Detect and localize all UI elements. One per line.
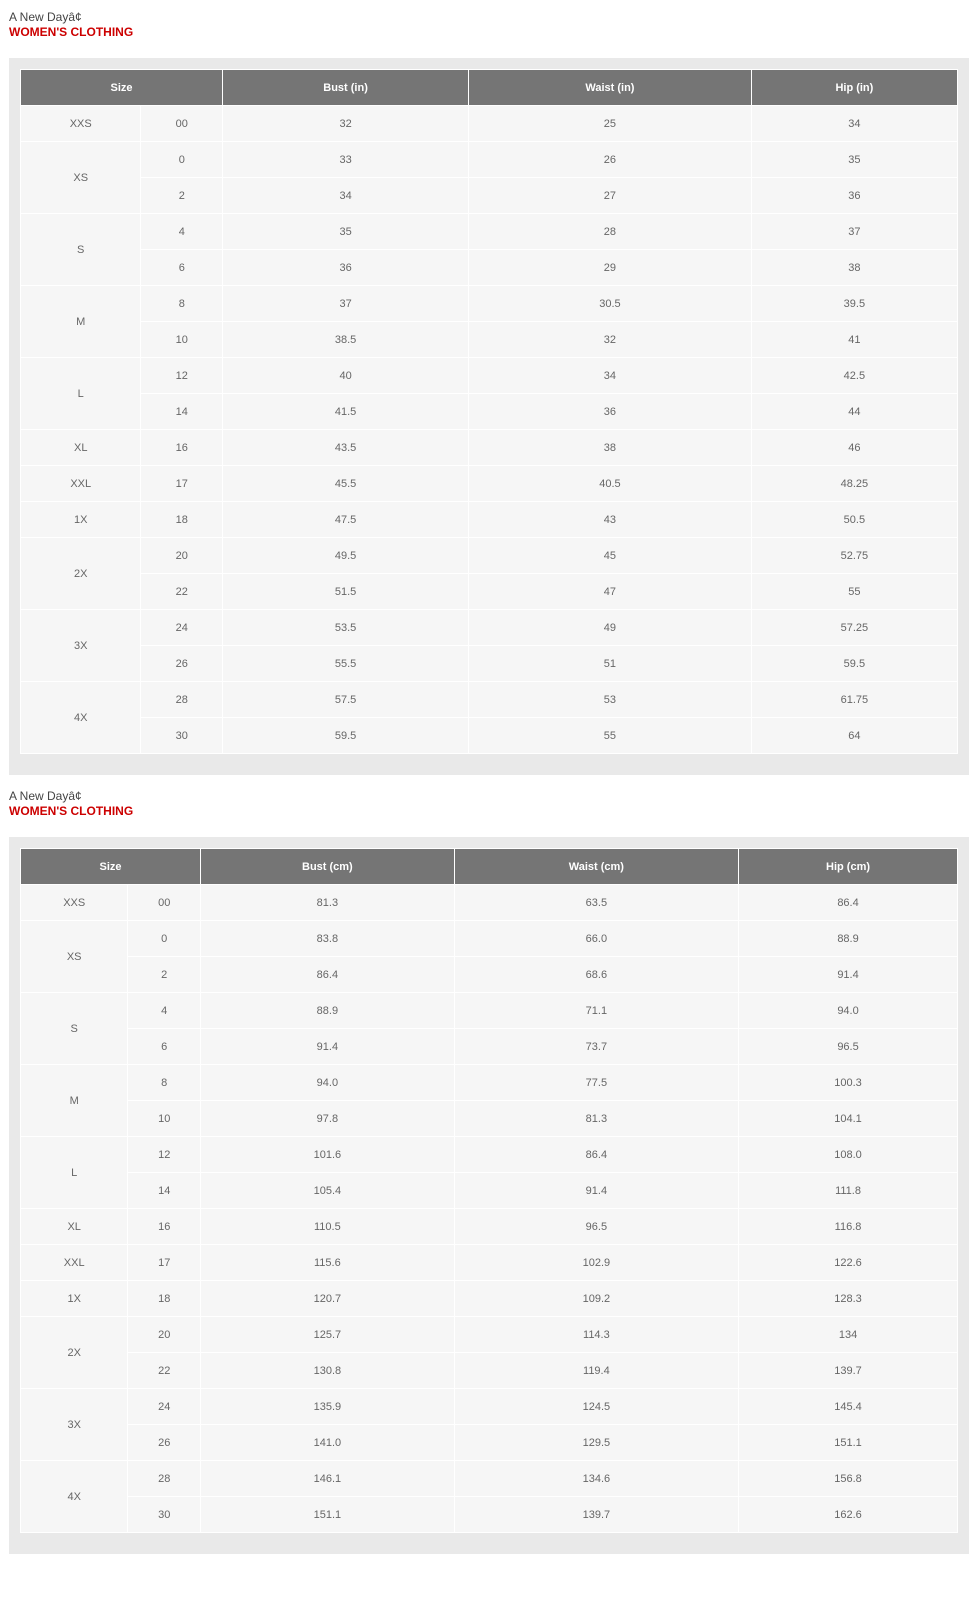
hip-cell: 116.8 — [739, 1209, 958, 1245]
header-hip: Hip (cm) — [739, 849, 958, 885]
waist-cell: 63.5 — [454, 885, 738, 921]
bust-cell: 97.8 — [201, 1101, 455, 1137]
waist-cell: 53 — [469, 682, 752, 718]
table-row — [21, 1029, 958, 1065]
size-number-cell: 0 — [128, 921, 201, 957]
hip-cell: 94.0 — [739, 993, 958, 1029]
bust-cell: 43.5 — [223, 430, 469, 466]
bust-cell: 59.5 — [223, 718, 469, 754]
bust-cell: 94.0 — [201, 1065, 455, 1101]
size-number-cell: 17 — [128, 1245, 201, 1281]
header-size: Size — [21, 849, 201, 885]
hip-cell: 108.0 — [739, 1137, 958, 1173]
size-chart-frame — [9, 837, 969, 1554]
table-row — [21, 646, 958, 682]
bust-cell: 33 — [223, 142, 469, 178]
hip-cell: 48.25 — [751, 466, 957, 502]
size-number-cell: 14 — [128, 1173, 201, 1209]
size-number-cell: 0 — [141, 142, 223, 178]
hip-cell: 55 — [751, 574, 957, 610]
hip-cell: 162.6 — [739, 1497, 958, 1533]
bust-cell: 53.5 — [223, 610, 469, 646]
table-row — [21, 957, 958, 993]
table-row — [21, 1389, 958, 1425]
hip-cell: 91.4 — [739, 957, 958, 993]
header-waist: Waist (in) — [469, 70, 752, 106]
table-row — [21, 1245, 958, 1281]
size-letter-cell: XL — [21, 1209, 128, 1245]
hip-cell: 44 — [751, 394, 957, 430]
hip-cell: 64 — [751, 718, 957, 754]
table-row — [21, 1353, 958, 1389]
brand-name: A New Dayâ¢ — [9, 10, 82, 24]
table-row — [21, 1281, 958, 1317]
hip-cell: 128.3 — [739, 1281, 958, 1317]
waist-cell: 32 — [469, 322, 752, 358]
table-row — [21, 1173, 958, 1209]
bust-cell: 47.5 — [223, 502, 469, 538]
size-letter-cell: M — [21, 1065, 128, 1137]
waist-cell: 119.4 — [454, 1353, 738, 1389]
hip-cell: 57.25 — [751, 610, 957, 646]
table-row — [21, 358, 958, 394]
hip-cell: 59.5 — [751, 646, 957, 682]
size-letter-cell: XXL — [21, 466, 141, 502]
size-letter-cell: S — [21, 993, 128, 1065]
size-letter-cell: 3X — [21, 610, 141, 682]
waist-cell: 30.5 — [469, 286, 752, 322]
hip-cell: 38 — [751, 250, 957, 286]
header-waist: Waist (cm) — [454, 849, 738, 885]
table-row — [21, 394, 958, 430]
table-row — [21, 430, 958, 466]
size-number-cell: 4 — [141, 214, 223, 250]
table-row — [21, 538, 958, 574]
waist-cell: 124.5 — [454, 1389, 738, 1425]
bust-cell: 51.5 — [223, 574, 469, 610]
size-number-cell: 16 — [141, 430, 223, 466]
size-chart-frame — [9, 58, 969, 775]
waist-cell: 25 — [469, 106, 752, 142]
size-number-cell: 6 — [141, 250, 223, 286]
size-number-cell: 2 — [141, 178, 223, 214]
size-number-cell: 18 — [128, 1281, 201, 1317]
hip-cell: 104.1 — [739, 1101, 958, 1137]
bust-cell: 101.6 — [201, 1137, 455, 1173]
size-number-cell: 24 — [128, 1389, 201, 1425]
bust-cell: 110.5 — [201, 1209, 455, 1245]
bust-cell: 45.5 — [223, 466, 469, 502]
table-row — [21, 993, 958, 1029]
size-number-cell: 2 — [128, 957, 201, 993]
size-number-cell: 22 — [141, 574, 223, 610]
size-number-cell: 30 — [128, 1497, 201, 1533]
bust-cell: 34 — [223, 178, 469, 214]
hip-cell: 156.8 — [739, 1461, 958, 1497]
header-size: Size — [21, 70, 223, 106]
size-number-cell: 00 — [141, 106, 223, 142]
waist-cell: 51 — [469, 646, 752, 682]
hip-cell: 86.4 — [739, 885, 958, 921]
waist-cell: 102.9 — [454, 1245, 738, 1281]
size-letter-cell: 2X — [21, 538, 141, 610]
table-row — [21, 1317, 958, 1353]
waist-cell: 81.3 — [454, 1101, 738, 1137]
size-number-cell: 24 — [141, 610, 223, 646]
size-chart-section-inches — [0, 0, 978, 780]
category-title: WOMEN'S CLOTHING — [9, 25, 134, 39]
waist-cell: 91.4 — [454, 1173, 738, 1209]
size-number-cell: 28 — [141, 682, 223, 718]
table-row — [21, 718, 958, 754]
table-row — [21, 1497, 958, 1533]
bust-cell: 86.4 — [201, 957, 455, 993]
size-chart-table — [20, 848, 958, 1533]
size-letter-cell: 1X — [21, 502, 141, 538]
table-row — [21, 885, 958, 921]
header-hip: Hip (in) — [751, 70, 957, 106]
header-bust: Bust (in) — [223, 70, 469, 106]
hip-cell: 36 — [751, 178, 957, 214]
waist-cell: 139.7 — [454, 1497, 738, 1533]
header-bust: Bust (cm) — [201, 849, 455, 885]
size-number-cell: 6 — [128, 1029, 201, 1065]
bust-cell: 55.5 — [223, 646, 469, 682]
size-number-cell: 22 — [128, 1353, 201, 1389]
bust-cell: 41.5 — [223, 394, 469, 430]
hip-cell: 151.1 — [739, 1425, 958, 1461]
hip-cell: 35 — [751, 142, 957, 178]
size-letter-cell: XL — [21, 430, 141, 466]
waist-cell: 36 — [469, 394, 752, 430]
hip-cell: 41 — [751, 322, 957, 358]
table-row — [21, 1461, 958, 1497]
waist-cell: 40.5 — [469, 466, 752, 502]
category-title: WOMEN'S CLOTHING — [9, 804, 134, 818]
size-number-cell: 12 — [128, 1137, 201, 1173]
size-letter-cell: M — [21, 286, 141, 358]
size-number-cell: 20 — [128, 1317, 201, 1353]
hip-cell: 46 — [751, 430, 957, 466]
hip-cell: 39.5 — [751, 286, 957, 322]
size-chart-section-cm — [0, 779, 978, 1600]
table-row — [21, 286, 958, 322]
bust-cell: 125.7 — [201, 1317, 455, 1353]
waist-cell: 66.0 — [454, 921, 738, 957]
table-row — [21, 466, 958, 502]
waist-cell: 68.6 — [454, 957, 738, 993]
hip-cell: 42.5 — [751, 358, 957, 394]
table-row — [21, 1065, 958, 1101]
size-number-cell: 8 — [128, 1065, 201, 1101]
size-letter-cell: L — [21, 358, 141, 430]
bust-cell: 35 — [223, 214, 469, 250]
size-letter-cell: XS — [21, 142, 141, 214]
bust-cell: 141.0 — [201, 1425, 455, 1461]
waist-cell: 26 — [469, 142, 752, 178]
waist-cell: 129.5 — [454, 1425, 738, 1461]
table-row — [21, 682, 958, 718]
bust-cell: 88.9 — [201, 993, 455, 1029]
table-row — [21, 574, 958, 610]
table-row — [21, 322, 958, 358]
table-row — [21, 1137, 958, 1173]
bust-cell: 49.5 — [223, 538, 469, 574]
size-number-cell: 16 — [128, 1209, 201, 1245]
table-row — [21, 1101, 958, 1137]
bust-cell: 83.8 — [201, 921, 455, 957]
hip-cell: 88.9 — [739, 921, 958, 957]
bust-cell: 40 — [223, 358, 469, 394]
hip-cell: 96.5 — [739, 1029, 958, 1065]
waist-cell: 86.4 — [454, 1137, 738, 1173]
hip-cell: 111.8 — [739, 1173, 958, 1209]
waist-cell: 96.5 — [454, 1209, 738, 1245]
size-letter-cell: XS — [21, 921, 128, 993]
bust-cell: 146.1 — [201, 1461, 455, 1497]
bust-cell: 105.4 — [201, 1173, 455, 1209]
hip-cell: 122.6 — [739, 1245, 958, 1281]
size-number-cell: 12 — [141, 358, 223, 394]
hip-cell: 145.4 — [739, 1389, 958, 1425]
size-number-cell: 26 — [141, 646, 223, 682]
bust-cell: 151.1 — [201, 1497, 455, 1533]
size-number-cell: 17 — [141, 466, 223, 502]
size-number-cell: 10 — [141, 322, 223, 358]
hip-cell: 61.75 — [751, 682, 957, 718]
waist-cell: 28 — [469, 214, 752, 250]
size-letter-cell: 2X — [21, 1317, 128, 1389]
size-letter-cell: XXS — [21, 106, 141, 142]
bust-cell: 120.7 — [201, 1281, 455, 1317]
size-number-cell: 18 — [141, 502, 223, 538]
size-number-cell: 14 — [141, 394, 223, 430]
table-row — [21, 142, 958, 178]
size-letter-cell: 3X — [21, 1389, 128, 1461]
bust-cell: 115.6 — [201, 1245, 455, 1281]
size-number-cell: 26 — [128, 1425, 201, 1461]
hip-cell: 139.7 — [739, 1353, 958, 1389]
waist-cell: 73.7 — [454, 1029, 738, 1065]
bust-cell: 36 — [223, 250, 469, 286]
size-chart-table — [20, 69, 958, 754]
waist-cell: 27 — [469, 178, 752, 214]
size-number-cell: 30 — [141, 718, 223, 754]
table-row — [21, 1425, 958, 1461]
waist-cell: 109.2 — [454, 1281, 738, 1317]
table-row — [21, 178, 958, 214]
bust-cell: 81.3 — [201, 885, 455, 921]
waist-cell: 47 — [469, 574, 752, 610]
hip-cell: 34 — [751, 106, 957, 142]
brand-name: A New Dayâ¢ — [9, 789, 82, 803]
waist-cell: 38 — [469, 430, 752, 466]
table-row — [21, 214, 958, 250]
table-row — [21, 106, 958, 142]
waist-cell: 77.5 — [454, 1065, 738, 1101]
hip-cell: 37 — [751, 214, 957, 250]
table-row — [21, 250, 958, 286]
bust-cell: 130.8 — [201, 1353, 455, 1389]
table-header-row — [21, 70, 958, 106]
size-letter-cell: S — [21, 214, 141, 286]
waist-cell: 49 — [469, 610, 752, 646]
bust-cell: 32 — [223, 106, 469, 142]
bust-cell: 57.5 — [223, 682, 469, 718]
hip-cell: 100.3 — [739, 1065, 958, 1101]
waist-cell: 114.3 — [454, 1317, 738, 1353]
table-row — [21, 921, 958, 957]
bust-cell: 91.4 — [201, 1029, 455, 1065]
table-header-row — [21, 849, 958, 885]
table-row — [21, 610, 958, 646]
size-letter-cell: 1X — [21, 1281, 128, 1317]
size-number-cell: 10 — [128, 1101, 201, 1137]
size-letter-cell: XXL — [21, 1245, 128, 1281]
hip-cell: 134 — [739, 1317, 958, 1353]
waist-cell: 34 — [469, 358, 752, 394]
size-number-cell: 8 — [141, 286, 223, 322]
size-letter-cell: 4X — [21, 682, 141, 754]
waist-cell: 71.1 — [454, 993, 738, 1029]
table-row — [21, 1209, 958, 1245]
waist-cell: 43 — [469, 502, 752, 538]
table-row — [21, 502, 958, 538]
size-number-cell: 4 — [128, 993, 201, 1029]
bust-cell: 135.9 — [201, 1389, 455, 1425]
size-number-cell: 28 — [128, 1461, 201, 1497]
waist-cell: 29 — [469, 250, 752, 286]
size-number-cell: 20 — [141, 538, 223, 574]
size-letter-cell: XXS — [21, 885, 128, 921]
bust-cell: 37 — [223, 286, 469, 322]
bust-cell: 38.5 — [223, 322, 469, 358]
hip-cell: 50.5 — [751, 502, 957, 538]
waist-cell: 55 — [469, 718, 752, 754]
hip-cell: 52.75 — [751, 538, 957, 574]
size-letter-cell: 4X — [21, 1461, 128, 1533]
waist-cell: 45 — [469, 538, 752, 574]
waist-cell: 134.6 — [454, 1461, 738, 1497]
size-letter-cell: L — [21, 1137, 128, 1209]
size-number-cell: 00 — [128, 885, 201, 921]
